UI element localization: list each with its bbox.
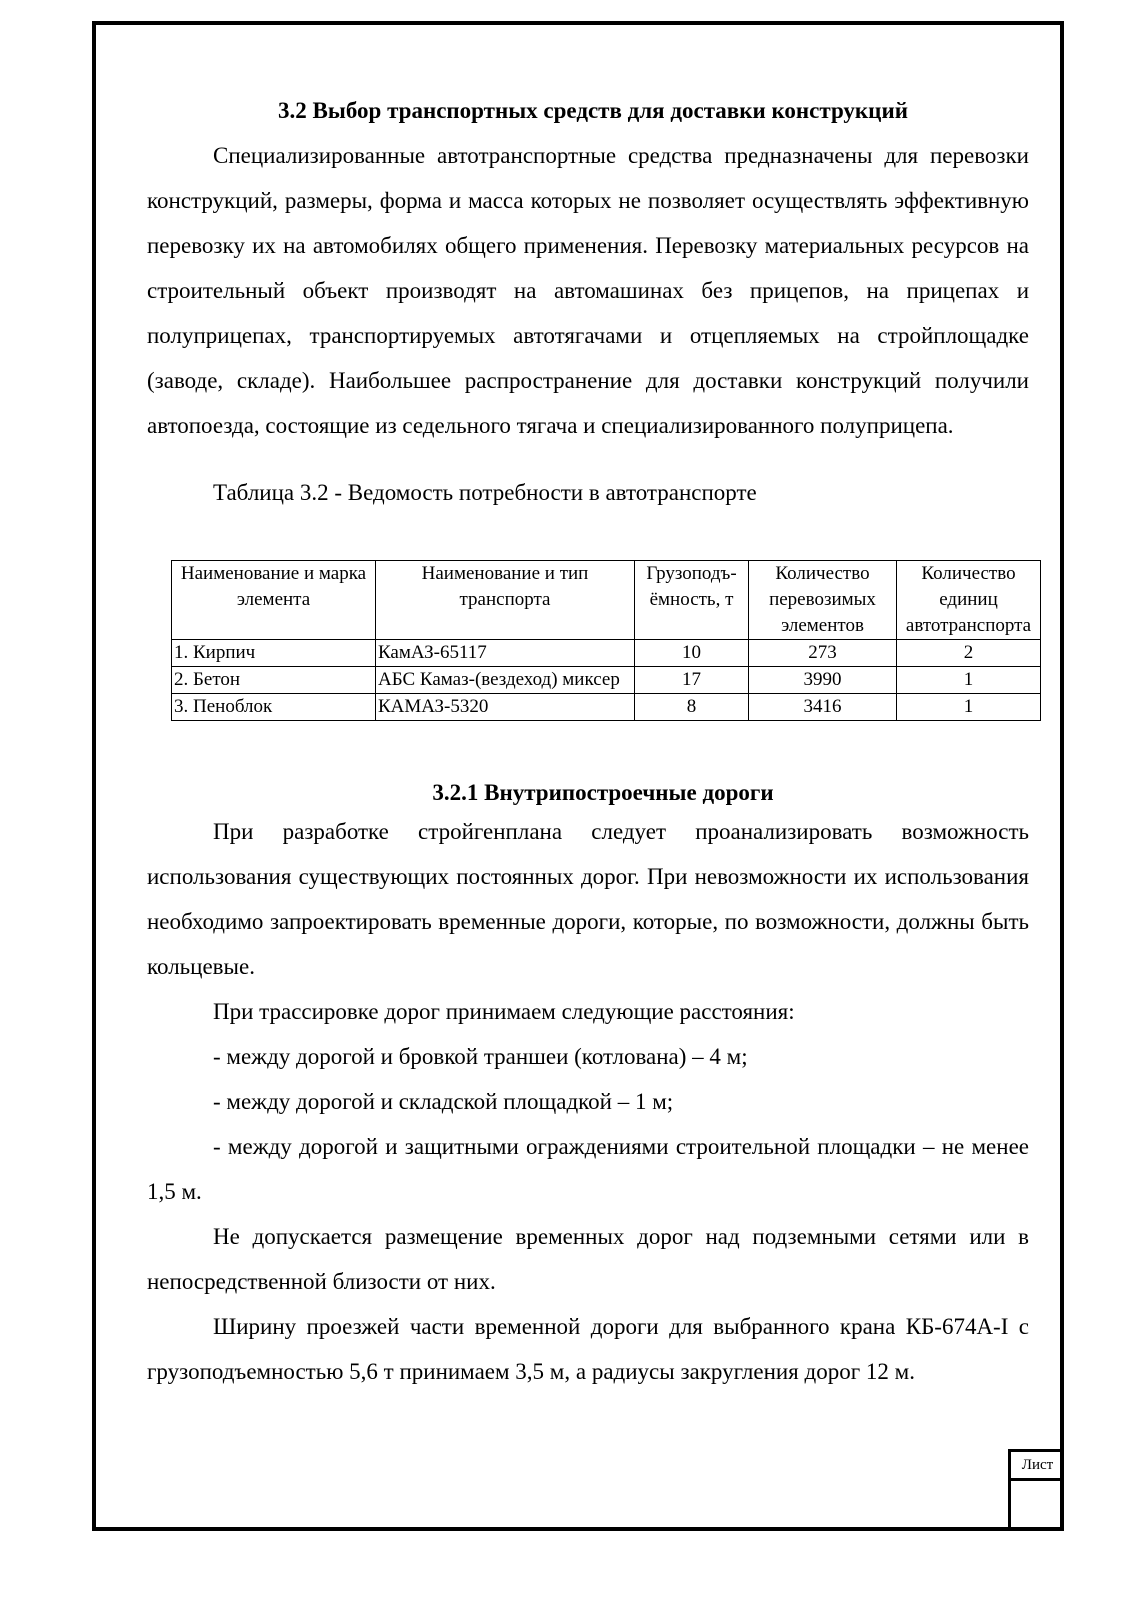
distance-item-3: - между дорогой и защитными ограждениями строительной площадки – не менее 1,5 м. xyxy=(147,1134,1029,1204)
header-capacity: Грузоподъ-ёмность, т xyxy=(635,561,749,640)
header-vehicles-count: Количество единиц автотранспорта xyxy=(897,561,1041,640)
distance-item-1: - между дорогой и бровкой траншеи (котлована) – 4 м; xyxy=(213,1044,748,1069)
table-row xyxy=(172,667,1041,694)
cell-element: 2. Бетон xyxy=(172,667,376,694)
roads-paragraph-4: Ширину проезжей части временной дороги для выбранного крана КБ-674А-I с грузоподъемностью 5,6 т принимаем 3,5 м, а радиусы закругления дорог 12 м. xyxy=(147,1314,1029,1384)
subsection-title: 3.2.1 Внутрипостроечные дороги xyxy=(432,780,774,805)
cell-elements-count: 3416 xyxy=(749,694,897,721)
table-row xyxy=(172,640,1041,667)
cell-capacity: 8 xyxy=(635,694,749,721)
table-row xyxy=(172,694,1041,721)
header-elements-count: Количество перевозимых элементов xyxy=(749,561,897,640)
cell-element: 1. Кирпич xyxy=(172,640,376,667)
cell-elements-count: 3990 xyxy=(749,667,897,694)
roads-paragraph-3: Не допускается размещение временных дорог над подземными сетями или в непосредственной близости от них. xyxy=(147,1224,1029,1294)
sheet-stamp xyxy=(1008,1449,1064,1531)
cell-vehicles-count: 2 xyxy=(897,640,1041,667)
transport-table xyxy=(171,560,1041,721)
header-element: Наименование и марка элемента xyxy=(172,561,376,640)
cell-element: 3. Пеноблок xyxy=(172,694,376,721)
section-title: 3.2 Выбор транспортных средств для доставки конструкций xyxy=(278,98,908,123)
cell-capacity: 10 xyxy=(635,640,749,667)
intro-paragraph: Специализированные автотранспортные средства предназначены для перевозки конструкций, размеры, форма и масса которых не позволяет осуществлять эффективную перевозку их на автомобилях общего применения. Перевозку материальных ресурсов на строительный объект производят на автомашинах без прицепов, на прицепах и полуприцепах, транспортируемых автотягачами и отцепляемых на стройплощадке (заводе, складе). Наибольшее распространение для доставки конструкций получили автопоезда, состоящие из седельного тягача и специализированного полуприцепа. xyxy=(147,143,1029,438)
cell-vehicles-count: 1 xyxy=(897,667,1041,694)
distance-item-2: - между дорогой и складской площадкой – 1 м; xyxy=(213,1089,674,1114)
header-transport: Наименование и тип транспорта xyxy=(376,561,635,640)
table-header-row xyxy=(172,561,1041,640)
cell-capacity: 17 xyxy=(635,667,749,694)
cell-transport: КамАЗ-65117 xyxy=(376,640,635,667)
cell-transport: КАМАЗ-5320 xyxy=(376,694,635,721)
section-content xyxy=(147,95,1029,508)
cell-transport: АБС Камаз-(вездеход) миксер xyxy=(376,667,635,694)
subsection-content xyxy=(147,777,1029,1394)
cell-vehicles-count: 1 xyxy=(897,694,1041,721)
cell-elements-count: 273 xyxy=(749,640,897,667)
sheet-label: Лист xyxy=(1011,1452,1064,1481)
table-caption: Таблица 3.2 - Ведомость потребности в автотранспорте xyxy=(213,480,757,505)
roads-paragraph-2: При трассировке дорог принимаем следующие расстояния: xyxy=(213,999,795,1024)
roads-paragraph-1: При разработке стройгенплана следует проанализировать возможность использования существующих постоянных дорог. При невозможности их использования необходимо запроектировать временные дороги, которые, по возможности, должны быть кольцевые. xyxy=(147,819,1029,979)
